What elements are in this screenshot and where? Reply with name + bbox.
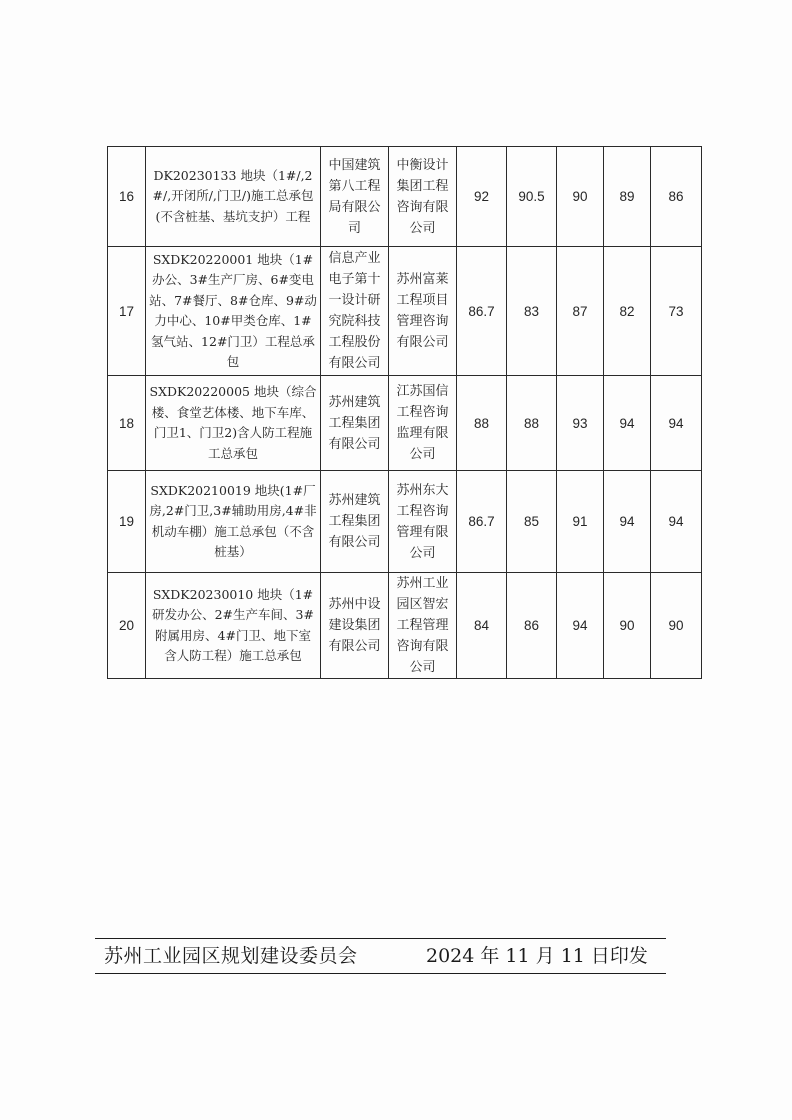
score-4: 94 [604, 471, 651, 573]
table-row [108, 247, 702, 376]
row-number: 17 [108, 247, 146, 376]
score-1: 86.7 [457, 471, 507, 573]
score-3: 87 [557, 247, 604, 376]
score-5: 73 [651, 247, 702, 376]
row-number: 20 [108, 573, 146, 679]
construction-company: 中国建筑第八工程局有限公司 [321, 147, 389, 247]
score-5: 86 [651, 147, 702, 247]
score-2: 88 [507, 376, 557, 471]
score-1: 88 [457, 376, 507, 471]
evaluation-score-table [107, 146, 702, 679]
score-4: 90 [604, 573, 651, 679]
row-number: 19 [108, 471, 146, 573]
row-number: 16 [108, 147, 146, 247]
score-2: 86 [507, 573, 557, 679]
score-3: 91 [557, 471, 604, 573]
supervision-company: 苏州工业园区智宏工程管理咨询有限公司 [389, 573, 457, 679]
supervision-company: 苏州富莱工程项目管理咨询有限公司 [389, 247, 457, 376]
score-5: 94 [651, 471, 702, 573]
table-row [108, 471, 702, 573]
table-row [108, 147, 702, 247]
construction-company: 苏州建筑工程集团有限公司 [321, 376, 389, 471]
score-2: 90.5 [507, 147, 557, 247]
project-name: DK20230133 地块（1#/,2#/,开闭所/,门卫/)施工总承包(不含桩基、基坑支护）工程 [146, 147, 321, 247]
print-date: 2024 年 11 月 11 日印发 [426, 945, 648, 967]
table-row [108, 376, 702, 471]
score-5: 90 [651, 573, 702, 679]
footer-top-rule [95, 938, 666, 939]
project-name: SXDK20220005 地块（综合楼、食堂艺体楼、地下车库、门卫1、门卫2)含人防工程施工总承包 [146, 376, 321, 471]
score-3: 93 [557, 376, 604, 471]
construction-company: 信息产业电子第十一设计研究院科技工程股份有限公司 [321, 247, 389, 376]
construction-company: 苏州中设建设集团有限公司 [321, 573, 389, 679]
score-4: 94 [604, 376, 651, 471]
supervision-company: 中衡设计集团工程咨询有限公司 [389, 147, 457, 247]
footer-bottom-rule [95, 973, 666, 974]
score-1: 86.7 [457, 247, 507, 376]
score-1: 92 [457, 147, 507, 247]
project-name: SXDK20220001 地块（1#办公、3#生产厂房、6#变电站、7#餐厅、8#仓库、9#动力中心、10#甲类仓库、1#氢气站、12#门卫）工程总承包 [146, 247, 321, 376]
supervision-company: 苏州东大工程咨询管理有限公司 [389, 471, 457, 573]
construction-company: 苏州建筑工程集团有限公司 [321, 471, 389, 573]
score-3: 94 [557, 573, 604, 679]
table-row [108, 573, 702, 679]
row-number: 18 [108, 376, 146, 471]
score-2: 85 [507, 471, 557, 573]
issuing-authority: 苏州工业园区规划建设委员会 [104, 945, 358, 967]
score-3: 90 [557, 147, 604, 247]
score-2: 83 [507, 247, 557, 376]
project-name: SXDK20230010 地块（1#研发办公、2#生产车间、3#附属用房、4#门卫、地下室含人防工程）施工总承包 [146, 573, 321, 679]
score-4: 89 [604, 147, 651, 247]
score-5: 94 [651, 376, 702, 471]
score-1: 84 [457, 573, 507, 679]
supervision-company: 江苏国信工程咨询监理有限公司 [389, 376, 457, 471]
project-name: SXDK20210019 地块(1#厂房,2#门卫,3#辅助用房,4#非机动车棚）施工总承包（不含桩基） [146, 471, 321, 573]
score-4: 82 [604, 247, 651, 376]
footer-imprint [104, 940, 674, 972]
